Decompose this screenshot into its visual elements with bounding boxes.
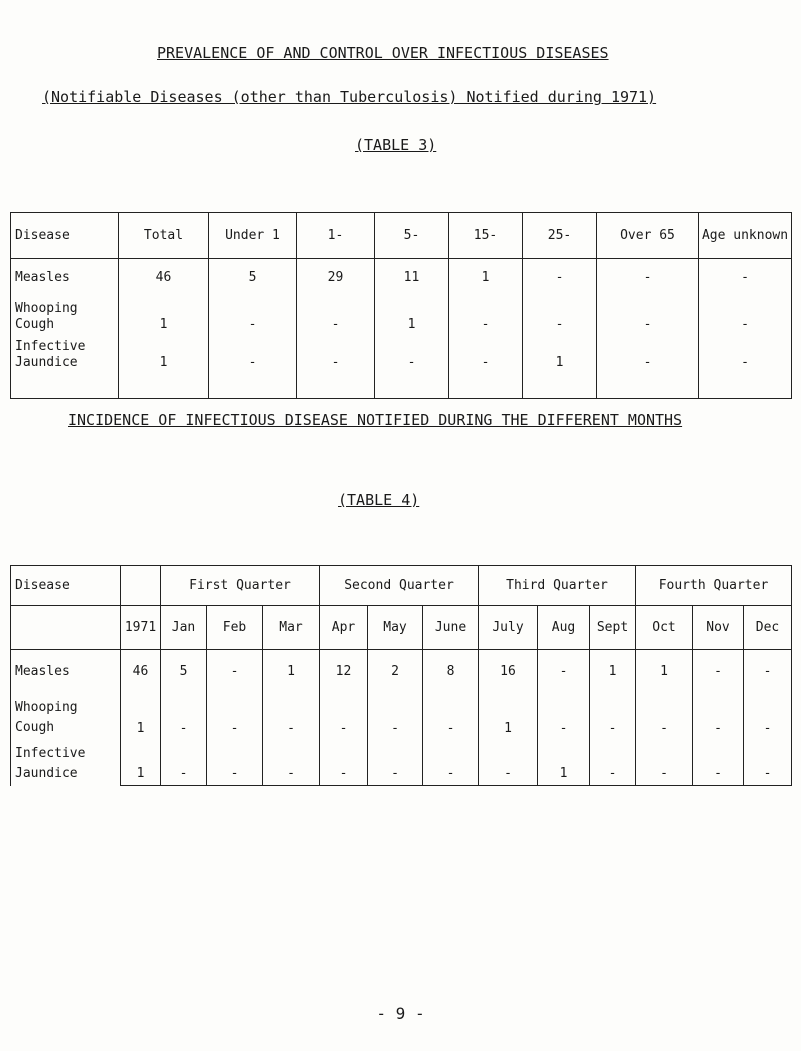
table-cell: - <box>744 740 792 786</box>
table4-subheader: Aug <box>538 606 590 650</box>
table4-quarter-row <box>11 566 792 606</box>
table-cell: - <box>643 270 652 285</box>
section-heading: INCIDENCE OF INFECTIOUS DISEASE NOTIFIED DURING THE DIFFERENT MONTHS <box>68 411 683 429</box>
table-cell: 12 <box>320 650 368 694</box>
table-cell: - <box>248 317 257 332</box>
table3-col <box>449 259 523 399</box>
table-cell: - <box>643 317 652 332</box>
table3-header: Under 1 <box>209 213 297 259</box>
table3-header: Total <box>119 213 209 259</box>
table4-empty-header <box>11 606 121 650</box>
table3-col <box>699 259 792 399</box>
table4-quarter-header: Third Quarter <box>479 566 636 606</box>
table-cell: - <box>481 317 490 332</box>
table3-header: Disease <box>11 213 119 259</box>
table-cell: 16 <box>479 650 538 694</box>
table-row-label: Measles <box>15 270 70 285</box>
table-cell: - <box>423 740 479 786</box>
table4 <box>10 565 792 786</box>
page-title: PREVALENCE OF AND CONTROL OVER INFECTIOUS DISEASES <box>157 44 609 62</box>
table-cell: 2 <box>368 650 423 694</box>
table-row-label: Infective Jaundice <box>15 339 86 370</box>
table-cell: 1 <box>121 694 161 740</box>
table-cell: 46 <box>155 270 172 285</box>
table-cell: - <box>479 740 538 786</box>
table-cell: - <box>555 270 564 285</box>
table-cell: - <box>693 740 744 786</box>
table-cell: - <box>636 740 693 786</box>
page-subtitle: (Notifiable Diseases (other than Tuberculosis) Notified during 1971) <box>42 88 657 106</box>
table-cell: - <box>263 694 320 740</box>
table-cell: - <box>207 694 263 740</box>
table-cell: 8 <box>423 650 479 694</box>
table3-col <box>597 259 699 399</box>
table3-col <box>375 259 449 399</box>
table4-subheader: July <box>479 606 538 650</box>
table-cell: - <box>248 355 257 370</box>
table-cell: - <box>693 694 744 740</box>
table4-subheader: Apr <box>320 606 368 650</box>
table-cell: 1 <box>590 650 636 694</box>
table4-subheader: Mar <box>263 606 320 650</box>
table3-header: Age unknown <box>699 213 792 259</box>
table-cell: - <box>538 694 590 740</box>
table-cell: - <box>368 740 423 786</box>
table4-subheader: Oct <box>636 606 693 650</box>
table-cell: - <box>643 355 652 370</box>
table3-header: 5- <box>375 213 449 259</box>
table-cell: 1 <box>263 650 320 694</box>
table4-subheader: Nov <box>693 606 744 650</box>
table-cell: - <box>741 270 749 285</box>
table-cell: 5 <box>161 650 207 694</box>
table3-disease-column <box>11 259 119 399</box>
table-cell: 29 <box>327 270 344 285</box>
table4-subheader: Jan <box>161 606 207 650</box>
table3-label: (TABLE 3) <box>355 136 437 154</box>
table3-header: 15- <box>449 213 523 259</box>
table4-subheader: 1971 <box>121 606 161 650</box>
table4-subheader: Feb <box>207 606 263 650</box>
table4-subheader: May <box>368 606 423 650</box>
table4-subheader-row <box>11 606 792 650</box>
table-cell: 1 <box>636 650 693 694</box>
table-cell: - <box>538 650 590 694</box>
table-cell: - <box>368 694 423 740</box>
table-cell: - <box>555 317 564 332</box>
table-cell: - <box>744 650 792 694</box>
table-cell: - <box>263 740 320 786</box>
table4-disease-header: Disease <box>11 566 121 606</box>
table3-header: 1- <box>297 213 375 259</box>
table-row-label: Whooping Cough <box>11 694 121 740</box>
page-number: - 9 - <box>376 1004 425 1023</box>
table3-col <box>297 259 375 399</box>
table-cell: 1 <box>481 270 490 285</box>
table-cell: - <box>161 740 207 786</box>
table-row <box>11 740 792 786</box>
table-cell: - <box>590 694 636 740</box>
table3-col <box>523 259 597 399</box>
table3 <box>10 212 792 399</box>
table-cell: - <box>590 740 636 786</box>
table-cell: - <box>331 355 340 370</box>
table-cell: - <box>423 694 479 740</box>
table3-header: 25- <box>523 213 597 259</box>
table-cell: 46 <box>121 650 161 694</box>
table-row-label: Infective Jaundice <box>11 740 121 786</box>
table-row <box>11 694 792 740</box>
table4-subheader: Dec <box>744 606 792 650</box>
table4-subheader: June <box>423 606 479 650</box>
table4-empty-header <box>121 566 161 606</box>
table4-quarter-header: Second Quarter <box>320 566 479 606</box>
table3-col <box>209 259 297 399</box>
table-cell: - <box>481 355 490 370</box>
table-row-label: Measles <box>11 650 121 694</box>
table4-quarter-header: First Quarter <box>161 566 320 606</box>
table-cell: 1 <box>538 740 590 786</box>
table3-header: Over 65 <box>597 213 699 259</box>
table-cell: - <box>407 355 416 370</box>
table-row <box>11 650 792 694</box>
table-cell: - <box>744 694 792 740</box>
table-cell: - <box>207 650 263 694</box>
table4-quarter-header: Fourth Quarter <box>636 566 792 606</box>
table-cell: - <box>741 317 749 332</box>
table-cell: 1 <box>555 355 564 370</box>
table-cell: 11 <box>403 270 420 285</box>
table-cell: 1 <box>479 694 538 740</box>
table-cell: - <box>320 740 368 786</box>
table-cell: 1 <box>159 317 168 332</box>
table-cell: - <box>161 694 207 740</box>
table-row-label: Whooping Cough <box>15 301 78 332</box>
table3-body <box>11 259 792 399</box>
table-cell: 1 <box>159 355 168 370</box>
table-cell: 1 <box>407 317 416 332</box>
table3-header-row <box>11 213 792 259</box>
table-cell: 5 <box>248 270 257 285</box>
table-cell: - <box>207 740 263 786</box>
table3-col <box>119 259 209 399</box>
table-cell: - <box>320 694 368 740</box>
table4-label: (TABLE 4) <box>338 491 420 509</box>
table-cell: - <box>636 694 693 740</box>
table-cell: - <box>693 650 744 694</box>
table-cell: - <box>741 355 749 370</box>
table4-subheader: Sept <box>590 606 636 650</box>
table-cell: - <box>331 317 340 332</box>
table-cell: 1 <box>121 740 161 786</box>
